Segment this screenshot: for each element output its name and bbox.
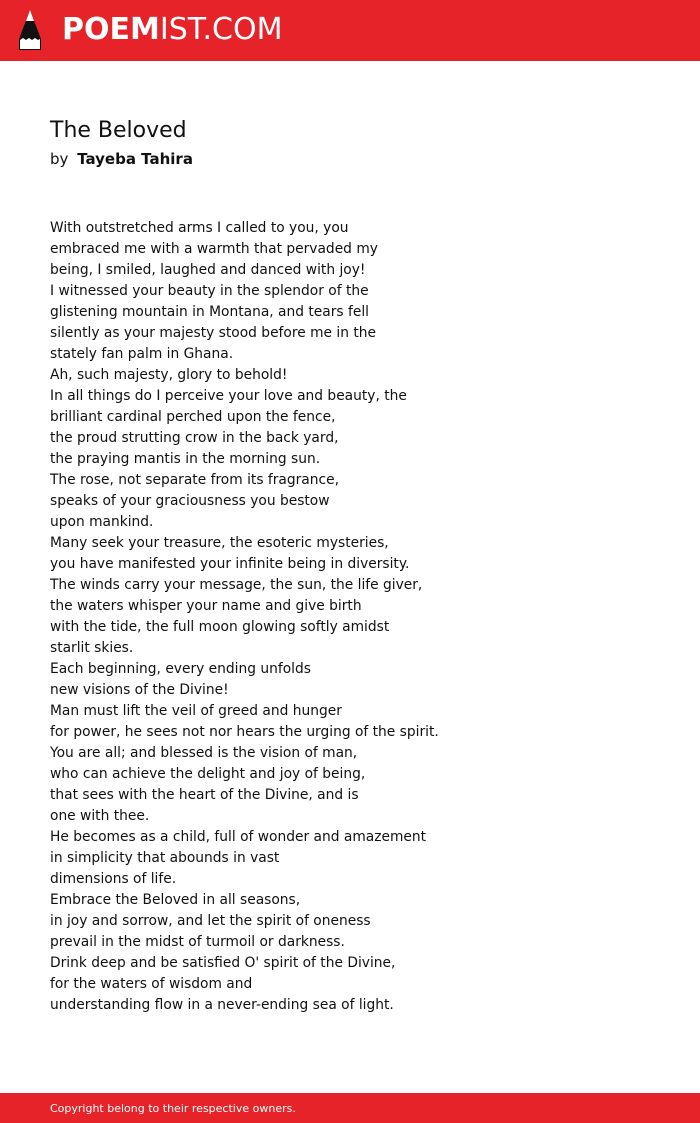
poem-line: dimensions of life.	[50, 871, 177, 887]
copyright-text: Copyright belong to their respective owners.	[50, 1102, 296, 1115]
by-label: by	[50, 150, 69, 168]
poem-line: The rose, not separate from its fragrance,	[50, 472, 339, 488]
poem-line: In all things do I perceive your love and beauty, the	[50, 388, 407, 404]
poem-line: the proud strutting crow in the back yard,	[50, 430, 339, 446]
poem-line: I witnessed your beauty in the splendor of the	[50, 283, 369, 299]
poem-title: The Beloved	[50, 118, 187, 143]
logo-text-bold: POEM	[62, 12, 160, 47]
poem-line: prevail in the midst of turmoil or darkness.	[50, 934, 345, 950]
logo-text-light: IST.COM	[159, 12, 283, 47]
author-name: Tayeba Tahira	[77, 150, 193, 168]
byline	[50, 148, 193, 170]
poem-line: being, I smiled, laughed and danced with joy!	[50, 262, 366, 278]
poem-line: in joy and sorrow, and let the spirit of oneness	[50, 913, 371, 929]
poem-line: Ah, such majesty, glory to behold!	[50, 367, 288, 383]
poem-line: one with thee.	[50, 808, 150, 824]
poem-line: Many seek your treasure, the esoteric mysteries,	[50, 535, 389, 551]
poem-line: He becomes as a child, full of wonder and amazement	[50, 829, 427, 845]
poem-line: embraced me with a warmth that pervaded my	[50, 241, 378, 257]
poem-line: who can achieve the delight and joy of being,	[50, 766, 366, 782]
poem-line: speaks of your graciousness you bestow	[50, 493, 330, 509]
poem-line: the waters whisper your name and give birth	[50, 598, 362, 614]
poem-line: Drink deep and be satisfied O' spirit of the Divine,	[50, 955, 396, 971]
poem-line: for the waters of wisdom and	[50, 976, 253, 992]
site-logo[interactable]	[62, 11, 282, 49]
poem-line: Man must lift the veil of greed and hunger	[50, 703, 342, 719]
poem-line: stately fan palm in Ghana.	[50, 346, 234, 362]
poem-line: the praying mantis in the morning sun.	[50, 451, 321, 467]
poem-line: in simplicity that abounds in vast	[50, 850, 280, 866]
poem-line: new visions of the Divine!	[50, 682, 229, 698]
poem-line: Each beginning, every ending unfolds	[50, 661, 311, 677]
poem-line: brilliant cardinal perched upon the fence,	[50, 409, 336, 425]
poem-line: Embrace the Beloved in all seasons,	[50, 892, 301, 908]
poem-body	[50, 218, 670, 1016]
poem-line: with the tide, the full moon glowing softly amidst	[50, 619, 390, 635]
poem-line: The winds carry your message, the sun, the life giver,	[50, 577, 423, 593]
poem-line: silently as your majesty stood before me in the	[50, 325, 377, 341]
site-header	[0, 0, 700, 61]
poem-line: With outstretched arms I called to you, you	[50, 220, 349, 236]
poem-line: upon mankind.	[50, 514, 154, 530]
site-footer	[0, 1093, 700, 1123]
poem-line: that sees with the heart of the Divine, and is	[50, 787, 359, 803]
poem-line: understanding flow in a never-ending sea of light.	[50, 997, 394, 1013]
poem-line: for power, he sees not nor hears the urging of the spirit.	[50, 724, 439, 740]
poem-line: You are all; and blessed is the vision of man,	[50, 745, 358, 761]
pencil-tip-icon[interactable]	[17, 9, 43, 51]
poem-line: you have manifested your infinite being in diversity.	[50, 556, 410, 572]
poem-line: glistening mountain in Montana, and tears fell	[50, 304, 370, 320]
poem-line: starlit skies.	[50, 640, 134, 656]
